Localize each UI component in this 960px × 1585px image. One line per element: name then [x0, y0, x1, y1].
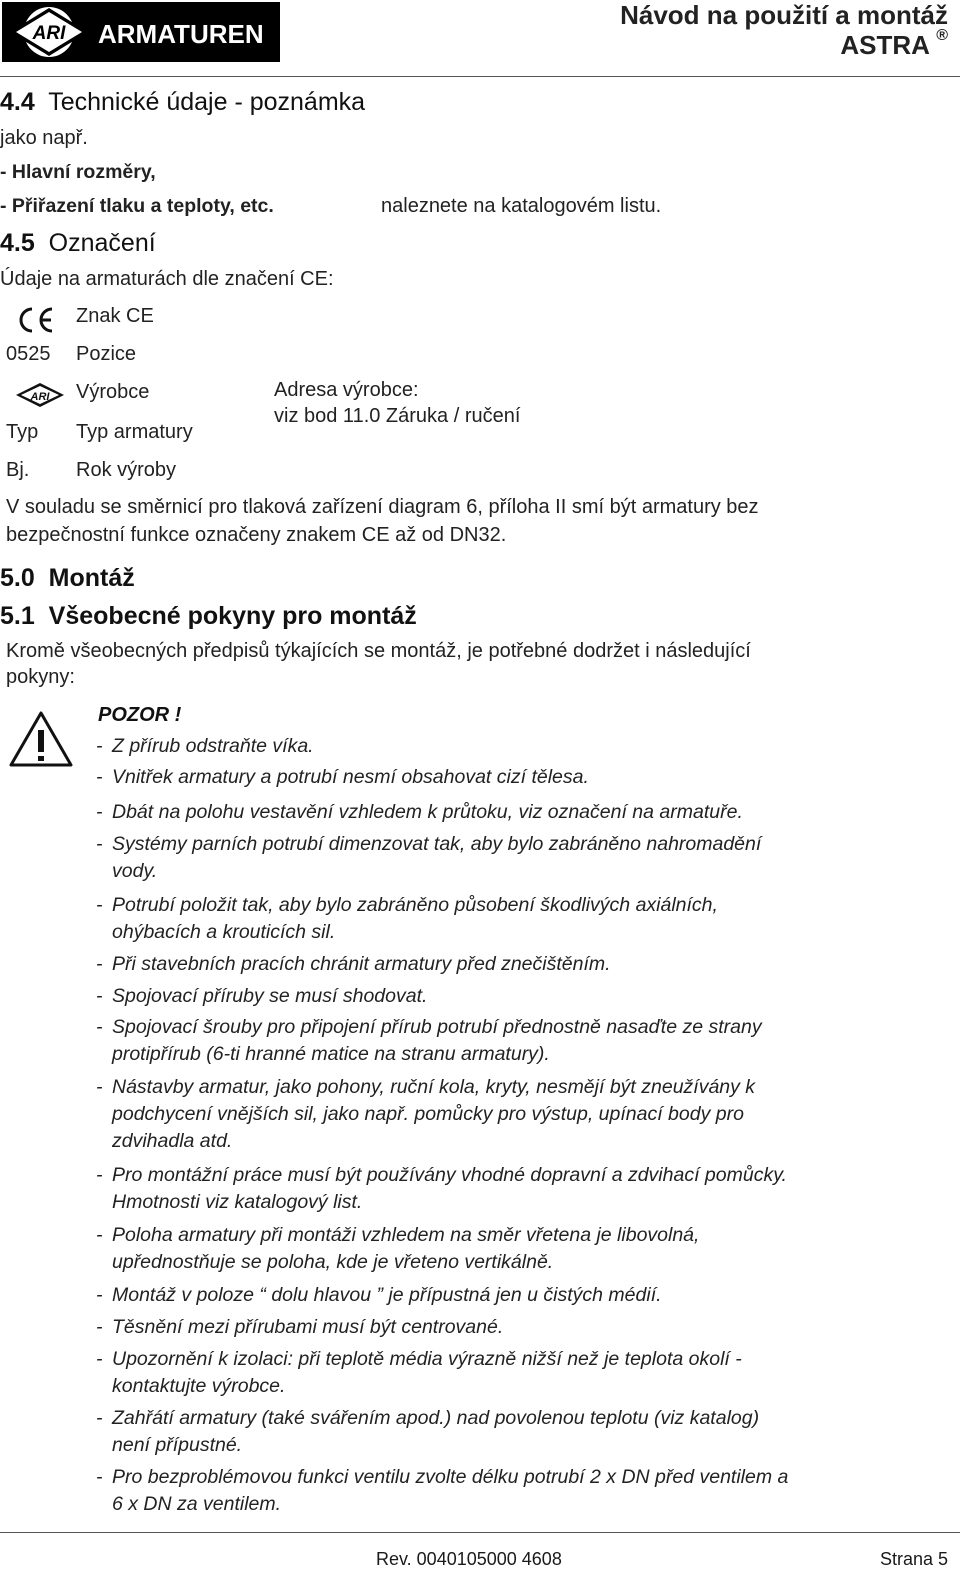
- warning-item: - Dbát na polohu vestavění vzhledem k průtoku, viz označení na armatuře.: [96, 801, 743, 823]
- row-type-label: Typ armatury: [76, 421, 193, 443]
- warning-item: - Z přírub odstraňte víka.: [96, 735, 314, 757]
- warning-item: - Vnitřek armatury a potrubí nesmí obsahovat cizí tělesa.: [96, 766, 589, 788]
- ari-armaturen-logo: [2, 2, 280, 62]
- s44-line3: - Přiřazení tlaku a teploty, etc.: [0, 195, 274, 217]
- page-number: Strana 5: [879, 1549, 948, 1569]
- warning-item: - Potrubí položit tak, aby bylo zabráněno působení škodlivých axiálních, ohýbacích a krouticích sil.: [96, 894, 718, 943]
- warning-item: - Systémy parních potrubí dimenzovat tak, aby bylo zabráněno nahromadění vody.: [96, 833, 762, 882]
- manufacturer-address-ref: viz bod 11.0 Záruka / ručení: [274, 405, 521, 427]
- svg-text:ARI: ARI: [30, 391, 50, 403]
- warning-item: - Montáž v poloze “ dolu hlavou ” je přípustná jen u čistých médií.: [96, 1284, 662, 1306]
- warning-item: - Při stavebních pracích chránit armatury před znečištěním.: [96, 953, 611, 975]
- svg-text:ARMATUREN: ARMATUREN: [98, 19, 264, 49]
- warning-title: POZOR !: [98, 704, 182, 726]
- section-4-4-heading: 4.4 Technické údaje - poznámka: [0, 88, 366, 116]
- revision-number: Rev. 0040105000 4608: [376, 1549, 562, 1569]
- footer-divider: [0, 1532, 960, 1533]
- row-position-key: 0525: [6, 343, 51, 365]
- manufacturer-address-label: Adresa výrobce:: [274, 379, 419, 401]
- s45-intro: Údaje na armaturách dle značení CE:: [0, 268, 334, 290]
- warning-item: - Nástavby armatur, jako pohony, ruční kola, kryty, nesmějí být zneužívány k podchycení vnějších sil, jako např. pomůcky pro výstup, upínací body pro zdvihadla atd.: [96, 1076, 756, 1152]
- warning-item: - Poloha armatury při montáži vzhledem na směr vřetena je libovolná, upřednostňuje se poloha, kde je vřeteno vertikálně.: [96, 1224, 700, 1273]
- header-divider: [0, 76, 960, 77]
- row-ce-label: Znak CE: [76, 305, 154, 327]
- warning-item: - Pro bezproblémovou funkci ventilu zvolte délku potrubí 2 x DN před ventilem a 6 x DN za ventilem.: [96, 1466, 789, 1515]
- section-5-0-heading: 5.0 Montáž: [0, 564, 135, 592]
- section-4-5-heading: 4.5 Označení: [0, 229, 156, 257]
- warning-item: - Upozornění k izolaci: při teplotě média výrazně nižší než je teplota okolí - kontaktujte výrobce.: [96, 1348, 742, 1397]
- document-title: Návod na použití a montáž: [620, 0, 948, 30]
- ari-logo-icon: [2, 2, 280, 62]
- s51-intro-line1: Kromě všeobecných předpisů týkajících se montáž, je potřebné dodržet i následující: [6, 640, 751, 662]
- s45-paragraph-line2: bezpečnostní funkce označeny znakem CE až od DN32.: [6, 524, 507, 546]
- warning-item: - Těsnění mezi přírubami musí být centrované.: [96, 1316, 504, 1338]
- warning-item: - Spojovací šrouby pro připojení přírub potrubí přednostně nasaďte ze strany protipřírub (6-ti hranné matice na stranu armatury).: [96, 1016, 762, 1065]
- s44-note: naleznete na katalogovém listu.: [381, 195, 662, 217]
- warning-triangle-icon: [8, 710, 74, 768]
- section-5-1-heading: 5.1 Všeobecné pokyny pro montáž: [0, 602, 417, 630]
- warning-item: - Pro montážní práce musí být používány vhodné dopravní a zdvihací pomůcky. Hmotnosti viz katalogový list.: [96, 1164, 787, 1213]
- row-type-key: Typ: [6, 421, 39, 443]
- row-year-key: Bj.: [6, 459, 30, 481]
- row-year-label: Rok výroby: [76, 459, 177, 481]
- svg-text:ARI: ARI: [32, 23, 66, 44]
- s44-line2: - Hlavní rozměry,: [0, 161, 156, 183]
- ari-manufacturer-icon: [14, 382, 66, 408]
- product-name: ASTRA ®: [840, 27, 948, 60]
- row-manufacturer-label: Výrobce: [76, 381, 150, 403]
- row-position-label: Pozice: [76, 343, 137, 365]
- warning-item: - Zahřátí armatury (také svářením apod.) nad povolenou teplotu (viz katalog) není přípustné.: [96, 1407, 760, 1456]
- warning-item: - Spojovací příruby se musí shodovat.: [96, 985, 428, 1007]
- s51-intro-line2: pokyny:: [6, 666, 75, 688]
- s45-paragraph-line1: V souladu se směrnicí pro tlaková zařízení diagram 6, příloha II smí být armatury bez: [6, 496, 759, 518]
- s44-line1: jako např.: [0, 127, 88, 149]
- ce-mark-icon: [14, 306, 56, 334]
